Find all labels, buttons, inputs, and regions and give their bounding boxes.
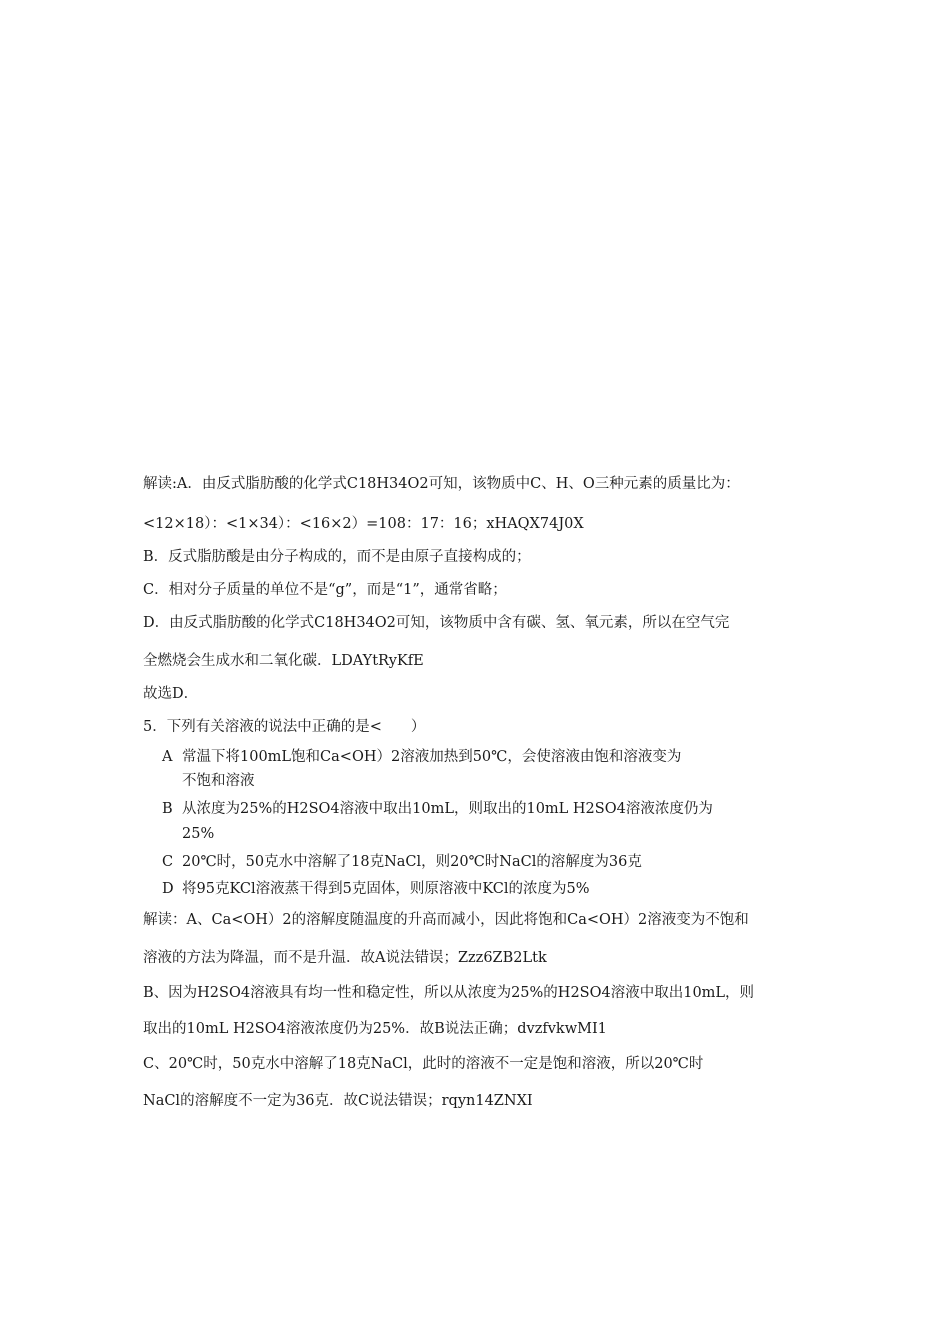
analysis1-line3: B．反式脂肪酸是由分子构成的，而不是由原子直接构成的； bbox=[143, 549, 531, 565]
analysis2-line5: C、20℃时，50克水中溶解了18克NaCl，此时的溶液不一定是饱和溶液，所以20℃时 bbox=[143, 1056, 704, 1072]
option-d bbox=[162, 879, 590, 899]
option-a-text: 常温下将100mL饱和Ca<OH）2溶液加热到50℃，会使溶液由饱和溶液变为 bbox=[182, 749, 682, 765]
analysis1-answer: 故选D． bbox=[143, 686, 199, 702]
analysis2-line1: 解读：A、Ca<OH）2的溶解度随温度的升高而减小，因此将饱和Ca<OH）2溶液变为不饱和 bbox=[143, 912, 749, 928]
option-d-letter: D bbox=[162, 881, 174, 897]
option-b-letter: B bbox=[162, 801, 173, 817]
analysis2-line3: B、因为H2SO4溶液具有均一性和稳定性，所以从浓度为25%的H2SO4溶液中取出10mL，则 bbox=[143, 985, 755, 1001]
option-a-letter: A bbox=[162, 749, 173, 765]
option-a-continuation: 不饱和溶液 bbox=[182, 773, 255, 789]
option-c-text: 20℃时，50克水中溶解了18克NaCl，则20℃时NaCl的溶解度为36克 bbox=[182, 854, 642, 870]
analysis1-line5: D．由反式脂肪酸的化学式C18H34O2可知，该物质中含有碳、氢、氧元素，所以在空气完 bbox=[143, 615, 730, 631]
option-b bbox=[162, 799, 713, 819]
option-a bbox=[162, 747, 681, 767]
analysis2-line4: 取出的10mL H2SO4溶液浓度仍为25%．故B说法正确；dvzfvkwMI1 bbox=[143, 1021, 607, 1037]
option-b-continuation: 25% bbox=[182, 826, 215, 842]
question5-stem: 5．下列有关溶液的说法中正确的是< ） bbox=[143, 719, 426, 735]
analysis1-line4: C．相对分子质量的单位不是“g”，而是“1”，通常省略； bbox=[143, 582, 507, 598]
option-d-text: 将95克KCl溶液蒸干得到5克固体，则原溶液中KCl的浓度为5% bbox=[182, 881, 590, 897]
analysis1-line2: <12×18）：<1×34）：<16×2）=108：17：16；xHAQX74J0X bbox=[143, 516, 584, 532]
analysis1-line6: 全燃烧会生成水和二氧化碳．LDAYtRyKfE bbox=[143, 653, 424, 669]
analysis1-line1: 解读:A．由反式脂肪酸的化学式C18H34O2可知，该物质中C、H、O三种元素的质量比为： bbox=[143, 476, 740, 492]
analysis2-line6: NaCl的溶解度不一定为36克．故C说法错误；rqyn14ZNXI bbox=[143, 1093, 533, 1109]
option-b-text: 从浓度为25%的H2SO4溶液中取出10mL，则取出的10mL H2SO4溶液浓度仍为 bbox=[182, 801, 713, 817]
option-c bbox=[162, 852, 642, 872]
option-c-letter: C bbox=[162, 854, 174, 870]
analysis2-line2: 溶液的方法为降温，而不是升温．故A说法错误；Zzz6ZB2Ltk bbox=[143, 950, 547, 966]
